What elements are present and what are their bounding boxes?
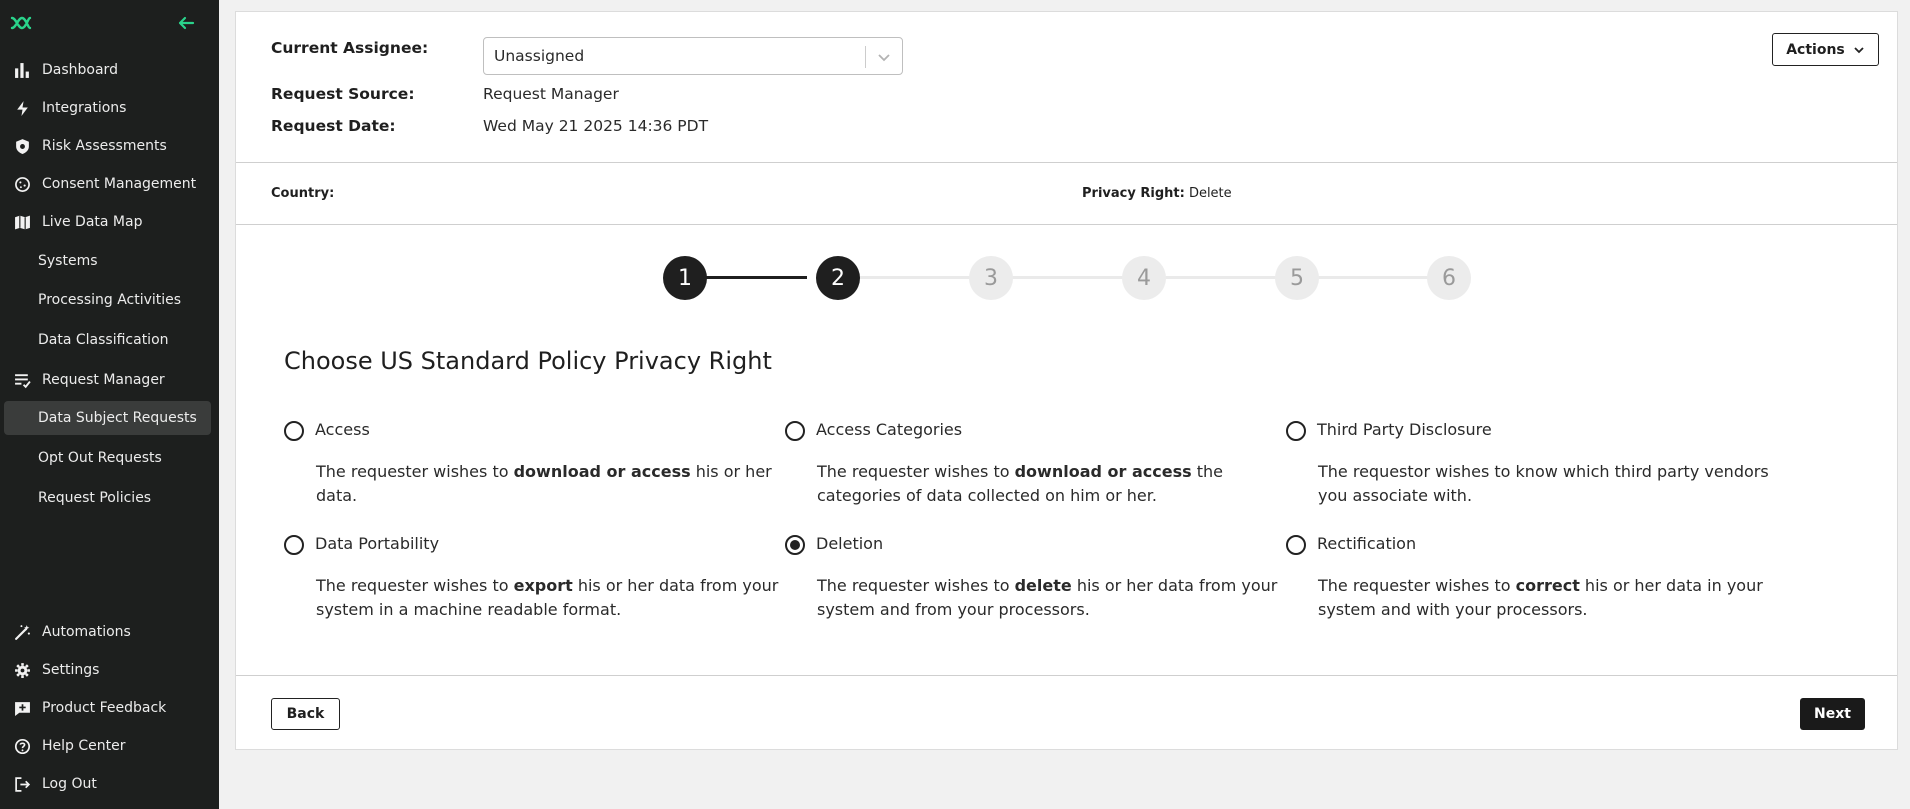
option-description: The requester wishes to delete his or her data from your system and from your processors. <box>817 576 1278 619</box>
sidebar-item-integrations[interactable] <box>4 91 211 125</box>
divider <box>236 162 1897 163</box>
sidebar-item-data-classification[interactable] <box>4 323 211 357</box>
privacy-right-field <box>1082 186 1232 201</box>
request-source-label: Request Source: <box>271 85 415 103</box>
option-title: Rectification <box>1317 534 1417 553</box>
sidebar-item-dashboard[interactable] <box>4 53 211 87</box>
option-description: The requester wishes to export his or her data from your system in a machine readable format. <box>316 576 779 619</box>
option-description: The requester wishes to correct his or her data in your system and with your processors. <box>1318 576 1763 619</box>
sidebar-item-label: Data Classification <box>38 332 169 348</box>
checklist-icon <box>12 370 32 390</box>
step-3: 3 <box>969 256 1013 300</box>
sidebar-item-label: Data Subject Requests <box>38 410 197 426</box>
sidebar-item-label: Settings <box>42 662 100 678</box>
sidebar-item-product-feedback[interactable] <box>4 691 211 725</box>
request-source-value: Request Manager <box>483 85 619 103</box>
country-label: Country: <box>271 186 335 201</box>
next-button[interactable]: Next <box>1800 698 1865 730</box>
chevron-down-icon <box>1853 44 1865 56</box>
step-4: 4 <box>1122 256 1166 300</box>
actions-button[interactable] <box>1772 33 1879 66</box>
shield-icon <box>12 136 32 156</box>
select-divider <box>865 46 866 68</box>
bolt-icon <box>12 98 32 118</box>
back-button[interactable]: Back <box>271 698 340 730</box>
privacy-right-label: Privacy Right: <box>1082 186 1185 201</box>
sidebar-item-systems[interactable] <box>4 244 211 278</box>
sidebar-item-settings[interactable] <box>4 653 211 687</box>
request-date-label: Request Date: <box>271 117 396 135</box>
bar-chart-icon <box>12 60 32 80</box>
sidebar-item-request-policies[interactable] <box>4 481 211 515</box>
sidebar <box>0 0 219 809</box>
request-date-value: Wed May 21 2025 14:36 PDT <box>483 117 709 135</box>
collapse-sidebar-icon[interactable] <box>176 13 196 33</box>
sidebar-item-label: Request Manager <box>42 372 165 388</box>
sidebar-item-label: Consent Management <box>42 176 197 192</box>
help-circle-icon <box>12 736 32 756</box>
actions-button-label: Actions <box>1786 41 1845 58</box>
radio-data-portability[interactable] <box>284 535 304 555</box>
step-1: 1 <box>663 256 707 300</box>
sidebar-item-label: Opt Out Requests <box>38 450 162 466</box>
sidebar-item-label: Help Center <box>42 738 126 754</box>
sidebar-item-label: Live Data Map <box>42 214 143 230</box>
step-2: 2 <box>816 256 860 300</box>
sidebar-item-automations[interactable] <box>4 615 211 649</box>
sidebar-item-label: Log Out <box>42 776 97 792</box>
gear-icon <box>12 660 32 680</box>
assignee-select-value: Unassigned <box>494 47 585 65</box>
divider <box>236 224 1897 225</box>
sidebar-item-label: Dashboard <box>42 62 118 78</box>
assignee-select[interactable] <box>483 37 903 75</box>
radio-rectification[interactable] <box>1286 535 1306 555</box>
logout-icon <box>12 774 32 794</box>
option-description: The requester wishes to download or access his or her data. <box>316 462 772 505</box>
option-description: The requestor wishes to know which third party vendors you associate with. <box>1318 462 1769 505</box>
sidebar-item-label: Integrations <box>42 100 127 116</box>
sidebar-item-risk-assessments[interactable] <box>4 129 211 163</box>
sidebar-item-opt-out-requests[interactable] <box>4 441 211 475</box>
option-title: Access <box>315 420 370 439</box>
request-detail-panel <box>235 11 1898 750</box>
assignee-label: Current Assignee: <box>271 39 429 57</box>
sidebar-item-live-data-map[interactable] <box>4 205 211 239</box>
sidebar-item-consent-management[interactable] <box>4 167 211 201</box>
sidebar-item-label: Processing Activities <box>38 292 182 308</box>
sidebar-item-label: Automations <box>42 624 131 640</box>
feedback-icon <box>12 698 32 718</box>
option-title: Third Party Disclosure <box>1317 420 1492 439</box>
radio-access[interactable] <box>284 421 304 441</box>
option-title: Deletion <box>816 534 884 553</box>
map-icon <box>12 212 32 232</box>
radio-deletion[interactable] <box>785 535 805 555</box>
sidebar-item-processing-activities[interactable] <box>4 283 211 317</box>
radio-access-categories[interactable] <box>785 421 805 441</box>
option-description: The requester wishes to download or access the categories of data collected on him or her. <box>817 462 1223 505</box>
privacy-right-value: Delete <box>1188 186 1232 201</box>
cookie-icon <box>12 174 32 194</box>
sidebar-item-label: Request Policies <box>38 490 152 506</box>
option-title: Access Categories <box>816 420 963 439</box>
step-5: 5 <box>1275 256 1319 300</box>
sidebar-item-request-manager[interactable] <box>4 363 211 397</box>
sidebar-item-log-out[interactable] <box>4 767 211 801</box>
brand-logo-icon[interactable] <box>10 14 32 32</box>
sidebar-item-label: Risk Assessments <box>42 138 167 154</box>
divider <box>236 675 1897 676</box>
sidebar-item-label: Systems <box>38 253 98 269</box>
sidebar-item-label: Product Feedback <box>42 700 167 716</box>
chevron-down-icon[interactable] <box>875 48 893 66</box>
radio-third-party-disclosure[interactable] <box>1286 421 1306 441</box>
step-6: 6 <box>1427 256 1471 300</box>
privacy-right-title: Choose US Standard Policy Privacy Right <box>284 347 772 375</box>
sidebar-item-help-center[interactable] <box>4 729 211 763</box>
sidebar-item-data-subject-requests[interactable] <box>4 401 211 435</box>
magic-wand-icon <box>12 622 32 642</box>
option-title: Data Portability <box>315 534 440 553</box>
